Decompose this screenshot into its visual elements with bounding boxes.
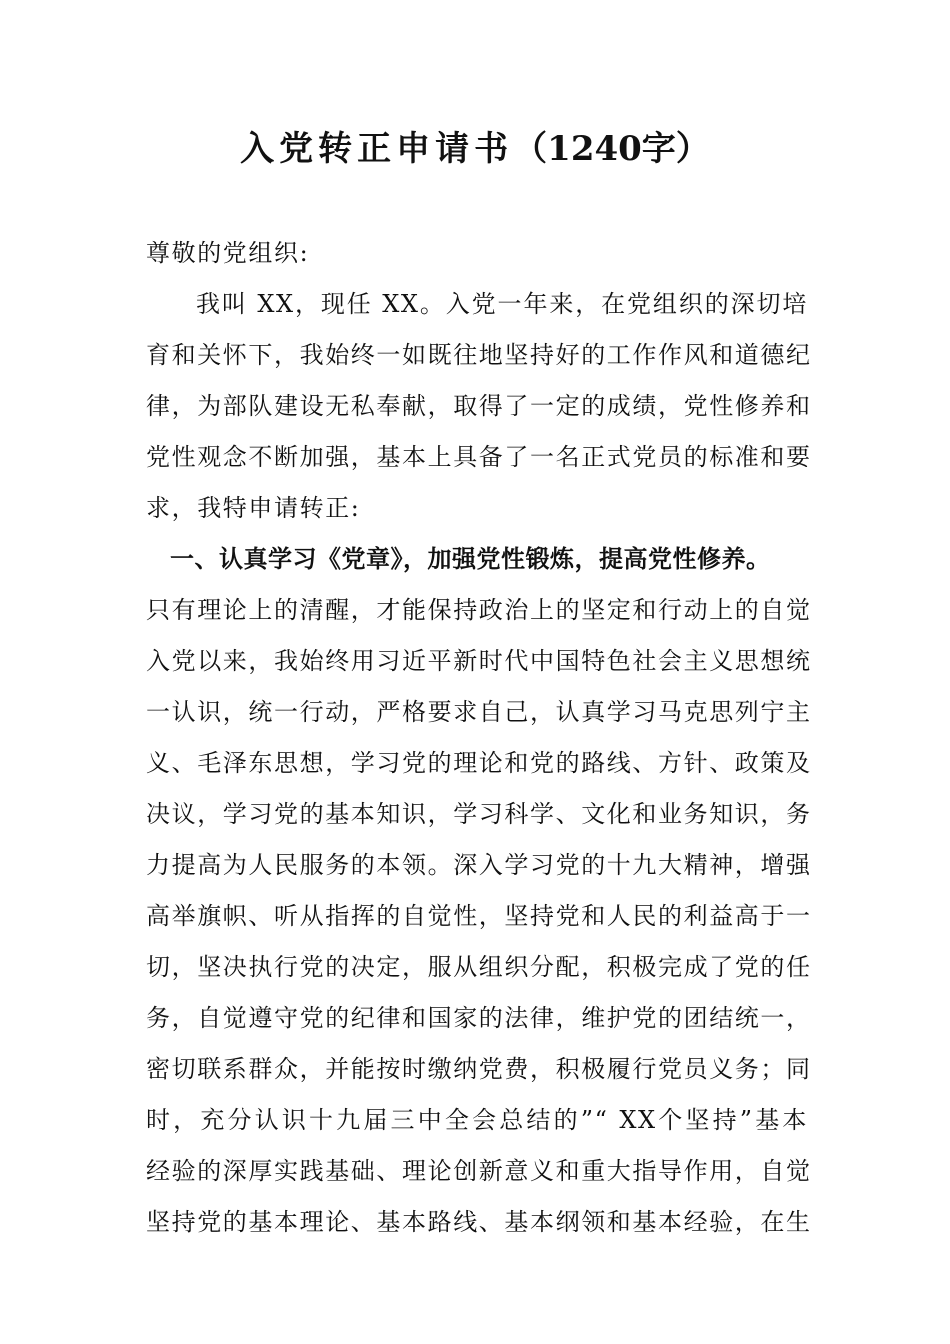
paragraph-line: 务，自觉遵守党的纪律和国家的法律，维护党的团结统一，	[146, 1004, 812, 1032]
paragraph-line: 决议，学习党的基本知识，学习科学、文化和业务知识，务	[146, 800, 812, 828]
document-title	[0, 124, 950, 174]
paragraph-line: 密切联系群众，并能按时缴纳党费，积极履行党员义务；同	[146, 1055, 812, 1083]
paragraph-line: 义、毛泽东思想，学习党的理论和党的路线、方针、政策及	[146, 749, 812, 777]
paragraph-line: 力提高为人民服务的本领。深入学习党的十九大精神，增强	[146, 851, 812, 879]
paragraph-line: 律，为部队建设无私奉献，取得了一定的成绩，党性修养和	[146, 392, 812, 420]
paragraph-line: 党性观念不断加强，基本上具备了一名正式党员的标准和要	[146, 443, 812, 471]
section-heading: 一、认真学习《党章》，加强党性锻炼，提高党性修养。	[170, 545, 771, 573]
paragraph-line: 一认识，统一行动，严格要求自己，认真学习马克思列宁主	[146, 698, 812, 726]
paragraph-line: 育和关怀下，我始终一如既往地坚持好的工作作风和道德纪	[146, 341, 812, 369]
paragraph-line: 我叫 XX，现任 XX。入党一年来，在党组织的深切培	[196, 290, 808, 318]
document-body	[146, 228, 812, 1248]
paragraph-line: 切，坚决执行党的决定，服从组织分配，积极完成了党的任	[146, 953, 812, 981]
paragraph-line: 高举旗帜、听从指挥的自觉性，坚持党和人民的利益高于一	[146, 902, 812, 930]
salutation: 尊敬的党组织:	[146, 239, 310, 267]
paragraph-line: 入党以来，我始终用习近平新时代中国特色社会主义思想统	[146, 647, 812, 675]
paragraph-line: 只有理论上的清醒，才能保持政治上的坚定和行动上的自觉	[146, 596, 812, 624]
title-word-count: （1240字）	[513, 129, 710, 169]
paragraph-line: 求，我特申请转正:	[146, 494, 361, 522]
paragraph-line: 经验的深厚实践基础、理论创新意义和重大指导作用，自觉	[146, 1157, 812, 1185]
paragraph-line: 时，充分认识十九届三中全会总结的”“ XX个坚持”基本	[146, 1106, 808, 1134]
paragraph-line: 坚持党的基本理论、基本路线、基本纲领和基本经验，在生	[146, 1208, 812, 1236]
title-text: 入党转正申请书	[240, 129, 514, 169]
